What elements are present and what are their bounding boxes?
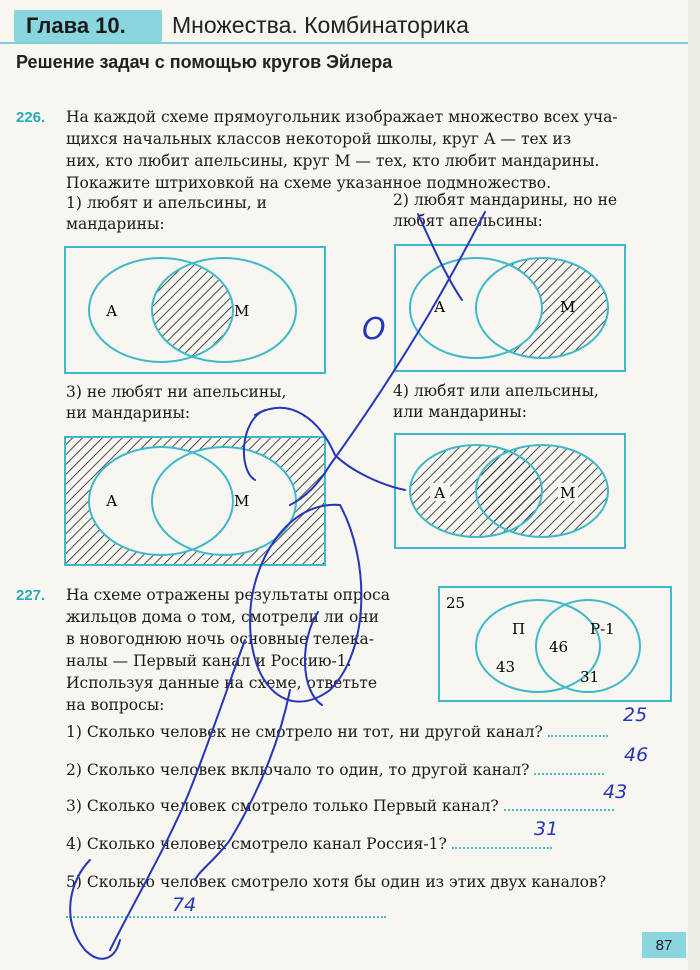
handwritten-answer-5: 74 [172, 894, 197, 916]
task-226-line: На каждой схеме прямоугольник изображает множество всех уча- [66, 108, 618, 126]
venn-diagram-4 [394, 433, 626, 549]
question-2 [66, 760, 604, 780]
item-2-label-line: любят апельсины: [393, 212, 543, 230]
set-label-m: М [234, 492, 250, 510]
task-227-line: жильцов дома о том, смотрели ли они [66, 608, 379, 626]
task-227-number: 227. [16, 587, 46, 604]
answer-line-5[interactable] [66, 906, 386, 918]
task-227-line: Используя данные на схеме, ответьте [66, 674, 378, 692]
task-227-text [66, 584, 436, 716]
venn-diagram-1 [64, 246, 326, 374]
label-p: П [512, 620, 526, 638]
set-label-m: М [234, 302, 250, 320]
task-226-line: щихся начальных классов некоторой школы, круг А — тех из [66, 130, 572, 148]
task-226-line: них, кто любит апельсины, круг М — тех, кто любит мандарины. [66, 152, 600, 170]
item-4-label-line: 4) любят или апельсины, [393, 382, 599, 400]
count-outside: 25 [446, 594, 466, 612]
question-3-text: 3) Сколько человек смотрело только Первый канал? [66, 797, 499, 815]
task-226-line: Покажите штриховкой на схеме указанное подмножество. [66, 174, 552, 192]
venn-diagram-3 [64, 436, 326, 566]
survey-venn-diagram [438, 586, 672, 702]
answer-line-1[interactable] [548, 725, 608, 737]
item-3-label [66, 382, 286, 424]
chapter-divider [0, 42, 700, 44]
question-1-text: 1) Сколько человек не смотрело ни тот, ни другой канал? [66, 723, 543, 741]
handwritten-answer-1: 25 [623, 704, 648, 726]
item-3-label-line: 3) не любят ни апельсины, [66, 383, 287, 401]
task-227-line: в новогоднюю ночь основные телека- [66, 630, 374, 648]
question-4 [66, 834, 552, 854]
set-label-a: А [434, 298, 446, 316]
section-title: Решение задач с помощью кругов Эйлера [16, 52, 393, 72]
question-1 [66, 722, 608, 742]
question-5-text: 5) Сколько человек смотрело хотя бы один из этих двух каналов? [66, 873, 607, 891]
set-label-m: М [560, 484, 576, 502]
item-4-label-line: или мандарины: [393, 403, 527, 421]
question-4-text: 4) Сколько человек смотрело канал Россия-1? [66, 835, 447, 853]
set-label-a: А [434, 484, 446, 502]
item-1-label-line: 1) любят и апельсины, и [66, 194, 267, 212]
set-label-a: А [106, 492, 118, 510]
count-both: 46 [549, 638, 569, 656]
item-2-label-line: 2) любят мандарины, но не [393, 191, 618, 209]
question-5 [66, 872, 606, 892]
answer-line-3[interactable] [504, 799, 614, 811]
set-label-m: М [560, 298, 576, 316]
task-227-line: На схеме отражены результаты опроса [66, 586, 390, 604]
handwritten-answer-4: 31 [534, 818, 559, 840]
chapter-badge: Глава 10. [14, 10, 162, 42]
venn-diagram-2 [394, 244, 626, 372]
item-1-label [66, 193, 267, 235]
label-r1: Р-1 [590, 620, 615, 638]
count-only-r1: 31 [580, 668, 600, 686]
handwritten-mark-o: О [362, 312, 386, 347]
count-only-p: 43 [496, 658, 516, 676]
page-number: 87 [642, 932, 686, 958]
handwritten-answer-2: 46 [624, 744, 649, 766]
item-4-label [393, 381, 599, 423]
chapter-title: Множества. Комбинаторика [172, 12, 469, 38]
item-3-label-line: ни мандарины: [66, 404, 191, 422]
task-227-line: на вопросы: [66, 696, 165, 714]
question-3 [66, 796, 614, 816]
question-2-text: 2) Сколько человек включало то один, то другой канал? [66, 761, 530, 779]
task-226-number: 226. [16, 109, 46, 126]
shaded-outside [65, 437, 325, 565]
task-226-text [66, 106, 691, 194]
item-2-label [393, 190, 617, 232]
answer-line-2[interactable] [534, 763, 604, 775]
item-1-label-line: мандарины: [66, 215, 165, 233]
task-227-line: налы — Первый канал и Россию-1. [66, 652, 352, 670]
handwritten-answer-3: 43 [603, 781, 628, 803]
set-label-a: А [106, 302, 118, 320]
